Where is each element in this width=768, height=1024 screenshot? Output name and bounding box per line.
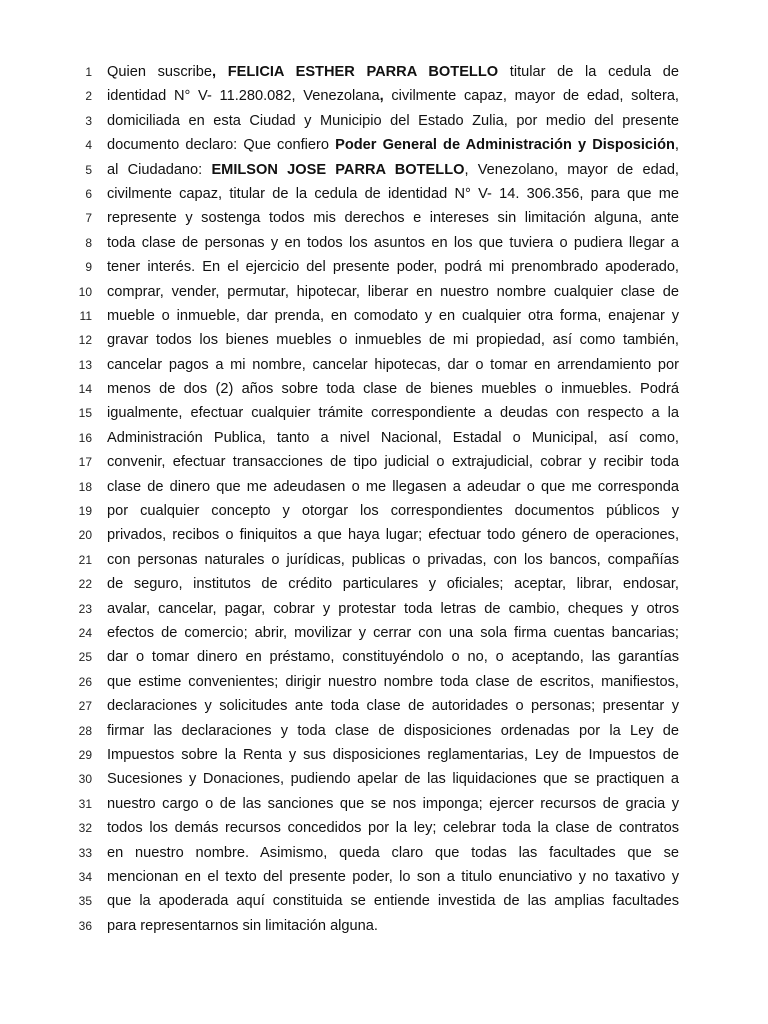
line-number: 33 — [78, 845, 92, 860]
line-number: 20 — [78, 528, 92, 543]
line-text — [107, 475, 679, 499]
line-number: 21 — [78, 552, 92, 567]
text-segment: , — [674, 137, 679, 154]
line-number: 28 — [78, 723, 92, 738]
line-number: 16 — [78, 430, 92, 445]
text-segment: cancelar pagos a mi nombre, cancelar hipotecas, dar o tomar en arrendamiento por — [107, 356, 679, 373]
line-text — [107, 84, 679, 108]
document-line — [0, 475, 768, 499]
text-segment: al Ciudadano: — [107, 161, 212, 178]
text-segment: avalar, cancelar, pagar, cobrar y protestar toda letras de cambio, cheques y otros — [107, 600, 679, 617]
line-text — [107, 206, 679, 230]
text-segment: gravar todos los bienes muebles o inmuebles de mi propiedad, así como también, — [107, 332, 679, 349]
document-line — [0, 889, 768, 913]
text-segment: Quien suscribe — [107, 64, 212, 80]
bold-text-segment: , FELICIA ESTHER PARRA BOTELLO — [211, 64, 499, 80]
line-text — [107, 158, 679, 182]
document-line — [0, 60, 768, 84]
document-line — [0, 523, 768, 547]
bold-text-segment: EMILSON JOSE PARRA BOTELLO — [211, 161, 465, 178]
line-number: 27 — [78, 699, 92, 714]
line-text — [107, 231, 679, 255]
line-text — [107, 767, 679, 791]
line-text — [107, 889, 679, 913]
line-text — [107, 450, 679, 474]
text-segment: todos los demás recursos concedidos por la ley; celebrar toda la clase de contratos — [107, 820, 679, 837]
line-text — [107, 572, 679, 596]
line-number: 36 — [78, 918, 92, 933]
document-line — [0, 426, 768, 450]
text-segment: Impuestos sobre la Renta y sus disposiciones reglamentarias, Ley de Impuestos de — [107, 746, 679, 763]
line-number: 34 — [78, 869, 92, 884]
line-text — [107, 60, 679, 84]
text-segment: firmar las declaraciones y toda clase de disposiciones ordenadas por la Ley de — [107, 722, 679, 739]
text-segment: por cualquier concepto y otorgar los correspondientes documentos públicos y — [107, 503, 679, 520]
line-text — [107, 109, 679, 133]
text-segment: declaraciones y solicitudes ante toda clase de autoridades o personas; presentar y — [107, 698, 679, 715]
line-text — [107, 255, 679, 279]
text-segment: represente y sostenga todos mis derechos e intereses sin limitación alguna, ante — [107, 210, 679, 227]
line-number: 25 — [78, 650, 92, 665]
bold-text-segment: Poder General de Administración y Disposición — [335, 137, 675, 154]
line-text — [107, 523, 679, 547]
text-segment: Sucesiones y Donaciones, pudiendo apelar de las liquidaciones que se practiquen a — [107, 771, 679, 788]
document-line — [0, 865, 768, 889]
line-text — [107, 597, 679, 621]
document-line — [0, 572, 768, 596]
document-line — [0, 694, 768, 718]
text-segment: civilmente capaz, mayor de edad, soltera, — [383, 88, 679, 105]
line-number: 24 — [78, 625, 92, 640]
line-text — [107, 548, 679, 572]
line-number: 19 — [78, 504, 92, 519]
line-text — [107, 841, 679, 865]
line-text — [107, 645, 679, 669]
line-text — [107, 280, 679, 304]
document-line — [0, 377, 768, 401]
line-text — [107, 743, 679, 767]
text-segment: mueble o inmueble, dar prenda, en comodato y en cualquier otra forma, enajenar y — [107, 307, 679, 324]
line-number: 10 — [78, 284, 92, 299]
document-line — [0, 743, 768, 767]
document-line — [0, 548, 768, 572]
text-segment: privados, recibos o finiquitos a que haya lugar; efectuar todo género de operaciones, — [107, 527, 679, 544]
line-text — [107, 865, 679, 889]
document-line — [0, 206, 768, 230]
line-number: 1 — [85, 65, 92, 79]
document-line — [0, 231, 768, 255]
line-number: 35 — [78, 894, 92, 909]
text-segment: convenir, efectuar transacciones de tipo judicial o extrajudicial, cobrar y recibir toda — [107, 454, 679, 471]
document-line — [0, 450, 768, 474]
document-line — [0, 133, 768, 157]
text-segment: que la apoderada aquí constituida se entiende investida de las amplias facultades — [107, 893, 679, 910]
document-line — [0, 670, 768, 694]
line-number: 31 — [78, 796, 92, 811]
line-text — [107, 621, 679, 645]
text-segment: civilmente capaz, titular de la cedula de identidad N° V- 14. 306.356, para que me — [107, 185, 679, 202]
line-text — [107, 401, 679, 425]
text-segment: Administración Publica, tanto a nivel Nacional, Estadal o Municipal, así como, — [107, 429, 679, 446]
line-text — [107, 670, 679, 694]
line-text — [107, 328, 679, 352]
line-number: 30 — [78, 772, 92, 787]
line-number: 5 — [85, 162, 92, 177]
document-line — [0, 645, 768, 669]
line-text — [107, 133, 679, 157]
document-line — [0, 84, 768, 108]
document-line — [0, 914, 768, 938]
text-segment: en nuestro nombre. Asimismo, queda claro que todas las facultades que se — [107, 844, 679, 861]
line-number: 12 — [78, 333, 92, 348]
text-segment: igualmente, efectuar cualquier trámite correspondiente a deudas con respecto a la — [107, 405, 679, 422]
document-line — [0, 597, 768, 621]
document-line — [0, 816, 768, 840]
line-number: 23 — [78, 601, 92, 616]
document-line — [0, 621, 768, 645]
line-number: 14 — [78, 382, 92, 397]
line-number: 6 — [85, 186, 92, 201]
text-segment: para representarnos sin limitación alguna. — [107, 917, 378, 934]
document-line — [0, 499, 768, 523]
line-number: 26 — [78, 674, 92, 689]
text-segment: domiciliada en esta Ciudad y Municipio del Estado Zulia, por medio del presente — [107, 112, 679, 129]
document-line — [0, 109, 768, 133]
line-text — [107, 719, 679, 743]
text-segment: titular de la cedula de — [498, 64, 679, 80]
line-number: 3 — [85, 113, 92, 128]
line-number: 8 — [85, 235, 92, 250]
line-number: 13 — [78, 357, 92, 372]
text-segment: efectos de comercio; abrir, movilizar y cerrar con una sola firma cuentas bancarias; — [107, 624, 679, 641]
text-segment: toda clase de personas y en todos los asuntos en los que tuviera o pudiera llegar a — [107, 234, 679, 251]
text-segment: nuestro cargo o de las sanciones que se nos imponga; ejercer recursos de gracia y — [107, 795, 679, 812]
text-segment: que estime convenientes; dirigir nuestro nombre toda clase de escritos, manifiestos, — [107, 673, 679, 690]
document-line — [0, 841, 768, 865]
line-text — [107, 914, 679, 938]
line-text — [107, 377, 679, 401]
line-text — [107, 792, 679, 816]
text-segment: , Venezolano, mayor de edad, — [464, 161, 679, 178]
text-segment: con personas naturales o jurídicas, publicas o privadas, con los bancos, compañías — [107, 551, 679, 568]
text-segment: comprar, vender, permutar, hipotecar, liberar en nuestro nombre cualquier clase de — [107, 283, 679, 300]
line-number: 18 — [78, 479, 92, 494]
line-number: 4 — [85, 138, 92, 153]
line-number: 17 — [78, 455, 92, 470]
line-text — [107, 353, 679, 377]
document-line — [0, 328, 768, 352]
document-line — [0, 353, 768, 377]
document-line — [0, 792, 768, 816]
line-number: 15 — [78, 406, 92, 421]
line-number: 11 — [79, 308, 92, 323]
text-segment: identidad N° V- 11.280.082, Venezolana — [107, 88, 380, 105]
line-text — [107, 694, 679, 718]
bold-text-segment: , — [379, 88, 384, 105]
text-segment: mencionan en el texto del presente poder, lo son a titulo enunciativo y no taxativo y — [107, 868, 679, 885]
document-line — [0, 182, 768, 206]
line-text — [107, 304, 679, 328]
line-number: 2 — [85, 89, 92, 104]
line-number: 32 — [78, 821, 92, 836]
line-text — [107, 499, 679, 523]
text-segment: de seguro, institutos de crédito particulares y oficiales; aceptar, librar, endosar, — [107, 576, 679, 593]
line-text — [107, 182, 679, 206]
line-text — [107, 816, 679, 840]
document-body — [0, 60, 768, 938]
document-line — [0, 280, 768, 304]
text-segment: clase de dinero que me adeudasen o me llegasen a adeudar o que me corresponda — [107, 478, 679, 495]
document-line — [0, 401, 768, 425]
document-line — [0, 719, 768, 743]
document-line — [0, 767, 768, 791]
text-segment: dar o tomar dinero en préstamo, constituyéndolo o no, o aceptando, las garantías — [107, 649, 679, 666]
line-number: 29 — [78, 747, 92, 762]
text-segment: documento declaro: Que confiero — [107, 137, 336, 154]
document-line — [0, 304, 768, 328]
line-number: 22 — [78, 577, 92, 592]
line-text — [107, 426, 679, 450]
line-number: 9 — [85, 260, 92, 275]
document-line — [0, 158, 768, 182]
text-segment: tener interés. En el ejercicio del presente poder, podrá mi prenombrado apoderado, — [107, 259, 679, 276]
document-line — [0, 255, 768, 279]
line-number: 7 — [85, 211, 92, 226]
text-segment: menos de dos (2) años sobre toda clase de bienes muebles o inmuebles. Podrá — [107, 381, 679, 398]
